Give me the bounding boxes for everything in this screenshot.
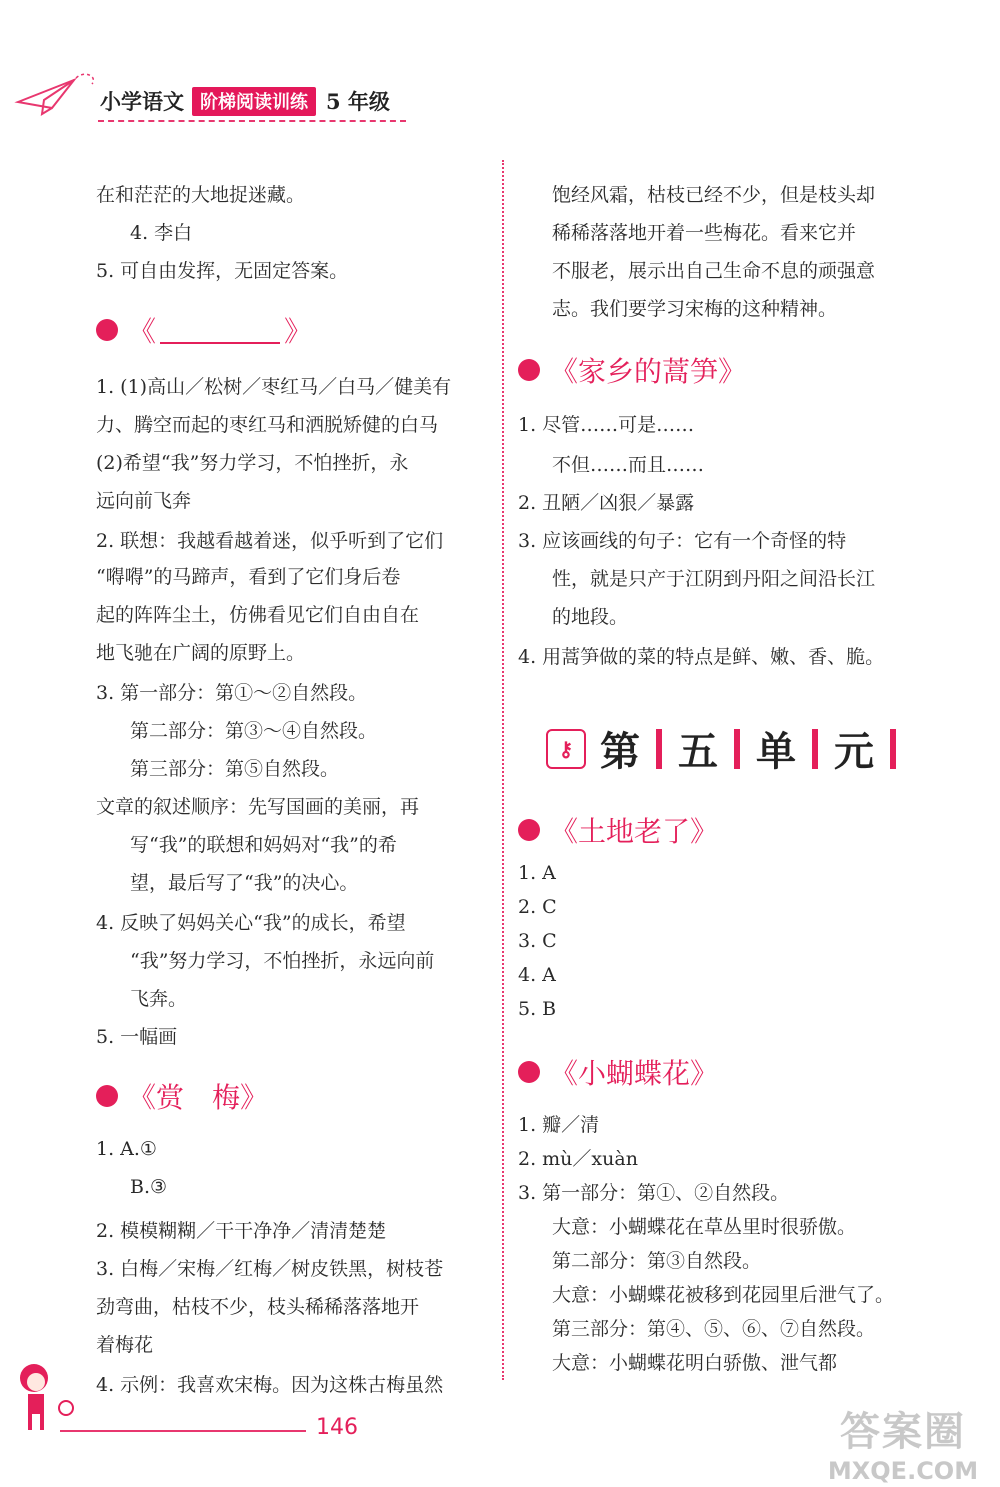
answer-line: 地飞驰在广阔的原野上。 — [96, 642, 306, 664]
bullet-dot-icon — [518, 819, 540, 841]
answer-line: 3. 第一部分：第①、②自然段。 — [518, 1182, 790, 1204]
header-title — [100, 86, 390, 116]
answer-line: 饱经风霜，枯枝已经不少，但是枝头却 — [552, 184, 876, 206]
answer-line: 3. 第一部分：第①～②自然段。 — [96, 682, 368, 704]
answer-line: 1. A.① — [96, 1138, 157, 1160]
unit-heading-divider — [890, 729, 896, 769]
answer-line: 大意：小蝴蝶花明白骄傲、泄气都 — [552, 1352, 838, 1374]
section-title — [96, 310, 312, 350]
section-title — [96, 1076, 268, 1116]
answer-line: 2. C — [518, 896, 557, 918]
answer-line: 4. A — [518, 964, 556, 986]
page-header — [0, 0, 1000, 140]
answer-line: “我”努力学习，不怕挫折，永远向前 — [130, 950, 435, 972]
answer-line: 1. 尽管……可是…… — [518, 414, 695, 436]
answer-line: 望，最后写了“我”的决心。 — [130, 872, 359, 894]
unit-heading-divider — [812, 729, 818, 769]
bullet-dot-icon — [518, 1061, 540, 1083]
answer-line: 劲弯曲，枯枝不少，枝头稀稀落落地开 — [96, 1296, 420, 1318]
unit-heading-char: 五 — [678, 728, 718, 775]
footer-line — [60, 1430, 306, 1432]
unit-heading-char: 单 — [756, 728, 796, 775]
answer-line: 5. B — [518, 998, 557, 1020]
bullet-dot-icon — [96, 1085, 118, 1107]
paper-plane-icon — [14, 72, 94, 122]
answer-line: 第二部分：第③自然段。 — [552, 1250, 762, 1272]
section-title-text: 《土地老了》 — [550, 815, 719, 848]
answer-line: 大意：小蝴蝶花在草丛里时很骄傲。 — [552, 1216, 857, 1238]
unit-heading-divider — [734, 729, 740, 769]
unit-heading — [546, 720, 912, 777]
section-title — [518, 350, 746, 390]
header-subject: 小学语文 — [100, 89, 184, 114]
girl-illustration-icon — [4, 1356, 84, 1436]
unit-heading-char: 元 — [834, 728, 874, 775]
answer-line: 起的阵阵尘土，仿佛看见它们自由自在 — [96, 604, 420, 626]
answer-line: 3. 白梅／宋梅／红梅／树皮铁黑，树枝苍 — [96, 1258, 444, 1280]
watermark-top: 答案圈 — [840, 1409, 966, 1455]
answer-line: 1. (1)高山／松树／枣红马／白马／健美有 — [96, 376, 452, 398]
answer-line: 2. 模模糊糊／干干净净／清清楚楚 — [96, 1220, 387, 1242]
answer-line: 1. 瓣／清 — [518, 1114, 600, 1136]
section-title-text: 《小蝴蝶花》 — [550, 1057, 719, 1090]
answer-line: 文章的叙述顺序：先写国画的美丽，再 — [96, 796, 420, 818]
answer-line: 远向前飞奔 — [96, 490, 192, 512]
watermark-bottom: MXQE.COM — [827, 1457, 979, 1485]
answer-line: 力、腾空而起的枣红马和洒脱矫健的白马 — [96, 414, 439, 436]
answer-line: 性，就是只产于江阴到丹阳之间沿长江 — [552, 568, 876, 590]
answer-line: 的地段。 — [552, 606, 629, 628]
answer-line: B.③ — [130, 1176, 168, 1198]
page-number: 146 — [316, 1415, 358, 1440]
answer-line: 稀稀落落地开着一些梅花。看来它并 — [552, 222, 857, 244]
header-series-badge: 阶梯阅读训练 — [192, 87, 316, 116]
answer-line: 2. 丑陋／凶狠／暴露 — [518, 492, 695, 514]
unit-heading-char: 第 — [600, 728, 640, 775]
answer-line: “嘚嘚”的马蹄声，看到了它们身后卷 — [96, 566, 401, 588]
answer-line: 着梅花 — [96, 1334, 154, 1356]
answer-line: 志。我们要学习宋梅的这种精神。 — [552, 298, 838, 320]
answer-line: 第三部分：第⑤自然段。 — [130, 758, 340, 780]
answer-line: 在和茫茫的大地捉迷藏。 — [96, 184, 306, 206]
unit-heading-divider — [656, 729, 662, 769]
watermark — [818, 1400, 988, 1485]
answer-line: 第三部分：第④、⑤、⑥、⑦自然段。 — [552, 1318, 876, 1340]
answer-line: 不但……而且…… — [552, 454, 705, 476]
answer-line: 4. 李白 — [130, 222, 193, 244]
answer-line: 大意：小蝴蝶花被移到花园里后泄气了。 — [552, 1284, 895, 1306]
header-divider — [98, 120, 406, 122]
column-divider — [502, 160, 504, 1380]
section-title — [518, 810, 718, 850]
answer-line: 4. 反映了妈妈关心“我”的成长，希望 — [96, 912, 406, 934]
answer-line: 3. C — [518, 930, 557, 952]
section-title — [518, 1052, 718, 1092]
section-title-text: 《赏 梅》 — [128, 1081, 269, 1114]
answer-line: 写“我”的联想和妈妈对“我”的希 — [130, 834, 397, 856]
header-grade: 5 年级 — [326, 89, 390, 114]
bullet-dot-icon — [518, 359, 540, 381]
answer-line: 1. A — [518, 862, 556, 884]
section-title-open: 《 — [128, 315, 157, 348]
title-blank — [160, 316, 280, 344]
answer-line: 5. 一幅画 — [96, 1026, 178, 1048]
answer-line: 4. 示例：我喜欢宋梅。因为这株古梅虽然 — [96, 1374, 444, 1396]
answer-line: 不服老，展示出自己生命不息的顽强意 — [552, 260, 876, 282]
section-title-text: 《家乡的蒿笋》 — [550, 355, 747, 388]
answer-line: 2. 联想：我越看越着迷，似乎听到了它们 — [96, 530, 444, 552]
bullet-dot-icon — [96, 319, 118, 341]
answer-line: 飞奔。 — [130, 988, 188, 1010]
answer-line: 3. 应该画线的句子：它有一个奇怪的特 — [518, 530, 847, 552]
key-icon: ⚷ — [546, 729, 586, 769]
section-title-close: 》 — [284, 315, 313, 348]
answer-line: 4. 用蒿笋做的菜的特点是鲜、嫩、香、脆。 — [518, 646, 885, 668]
answer-line: 2. mù／xuàn — [518, 1148, 638, 1170]
answer-line: 5. 可自由发挥，无固定答案。 — [96, 260, 349, 282]
answer-line: 第二部分：第③～④自然段。 — [130, 720, 378, 742]
answer-line: (2)希望“我”努力学习，不怕挫折，永 — [96, 452, 409, 474]
